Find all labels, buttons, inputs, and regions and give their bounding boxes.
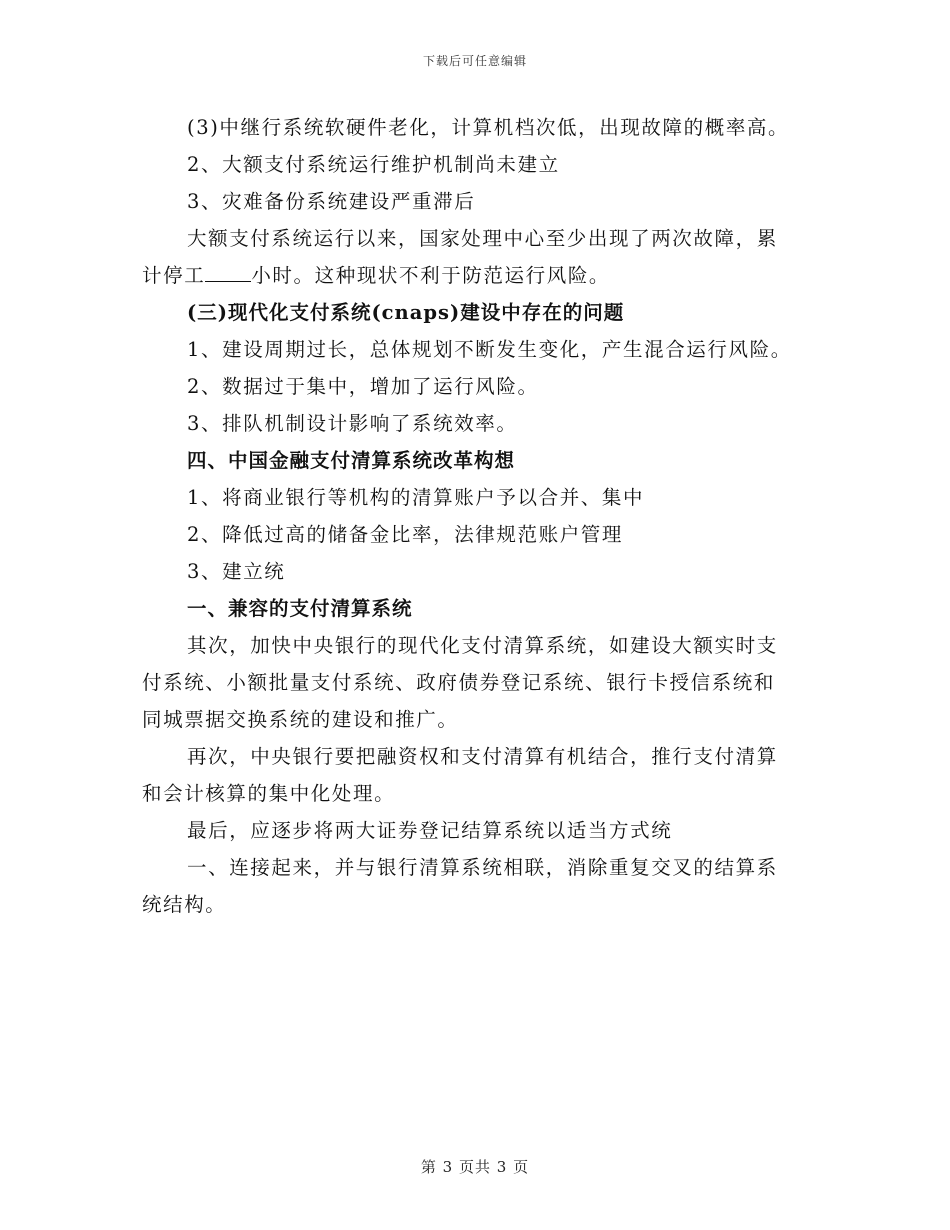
paragraph-line: 3、建立统 bbox=[187, 560, 286, 583]
paragraph-line: 1、建设周期过长，总体规划不断发生变化，产生混合运行风险。 bbox=[187, 338, 792, 361]
section-heading: 四、中国金融支付清算系统改革构想 bbox=[187, 449, 516, 472]
paragraph-line: 2、数据过于集中，增加了运行风险。 bbox=[187, 375, 539, 398]
paragraph-line: 和会计核算的集中化处理。 bbox=[142, 782, 396, 805]
page-footer: 第 3 页共 3 页 bbox=[420, 1158, 530, 1176]
paragraph-line: 再次，中央银行要把融资权和支付清算有机结合，推行支付清算 bbox=[187, 745, 778, 768]
text-segment: 计停工 bbox=[142, 264, 206, 287]
page-header: 下载后可任意编辑 bbox=[422, 54, 527, 68]
paragraph-line: 2、大额支付系统运行维护机制尚未建立 bbox=[187, 153, 560, 176]
section-heading: 一、兼容的支付清算系统 bbox=[187, 597, 413, 620]
text-segment: 小时。这种现状不利于防范运行风险。 bbox=[251, 264, 611, 287]
paragraph-line: 3、灾难备份系统建设严重滞后 bbox=[187, 190, 476, 213]
section-heading: (三)现代化支付系统(cnaps)建设中存在的问题 bbox=[187, 301, 625, 324]
paragraph-line: (3)中继行系统软硬件老化，计算机档次低，出现故障的概率高。 bbox=[187, 116, 790, 139]
paragraph-line bbox=[142, 257, 797, 294]
paragraph-line: 3、排队机制设计影响了系统效率。 bbox=[187, 412, 518, 435]
paragraph-line: 1、将商业银行等机构的清算账户予以合并、集中 bbox=[187, 486, 645, 509]
paragraph-line: 大额支付系统运行以来，国家处理中心至少出现了两次故障，累 bbox=[187, 227, 778, 250]
paragraph-line: 其次，加快中央银行的现代化支付清算系统，如建设大额实时支 bbox=[187, 634, 778, 657]
paragraph-line: 一、连接起来，并与银行清算系统相联，消除重复交叉的结算系 bbox=[187, 856, 778, 879]
paragraph-line: 付系统、小额批量支付系统、政府债券登记系统、银行卡授信系统和 bbox=[142, 671, 776, 694]
paragraph-line: 最后，应逐步将两大证券登记结算系统以适当方式统 bbox=[187, 819, 673, 842]
document-body bbox=[142, 109, 797, 923]
fill-blank bbox=[205, 261, 251, 282]
paragraph-line: 统结构。 bbox=[142, 893, 227, 916]
paragraph-line: 2、降低过高的储备金比率，法律规范账户管理 bbox=[187, 523, 624, 546]
paragraph-line: 同城票据交换系统的建设和推广。 bbox=[142, 708, 459, 731]
